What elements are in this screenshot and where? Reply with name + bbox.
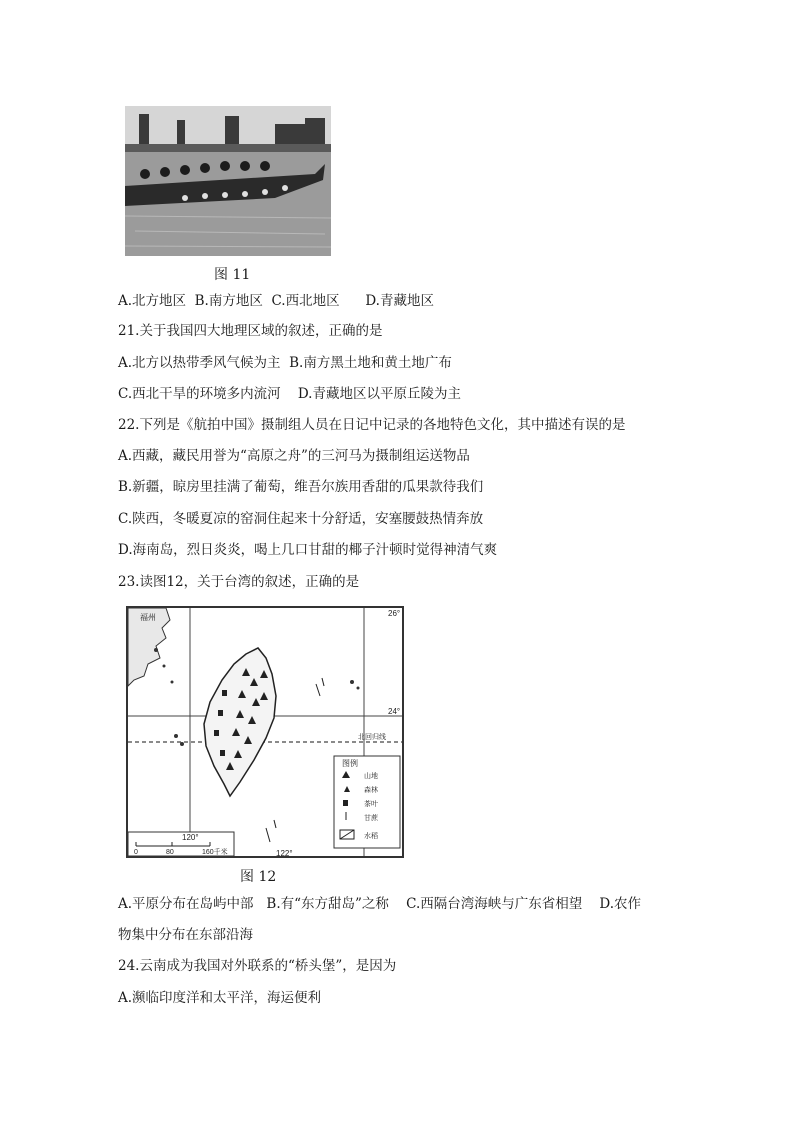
option-d[interactable]: D.农作 [599,896,642,912]
question-21-options-cd [118,385,461,403]
option-c[interactable]: C.西隔台湾海峡与广东省相望 [406,896,583,912]
dragon-boat-photo [125,106,331,256]
lat-label-26: 26° [388,609,401,618]
option-b[interactable]: B.新疆，晾房里挂满了葡萄，维吾尔族用香甜的瓜果款待我们 [118,479,484,495]
figure-11-caption: 图 11 [214,267,251,283]
legend-item-sugarcane: 甘蔗 [364,815,378,822]
question-22-stem: 22.下列是《航拍中国》摄制组人员在日记中记录的各地特色文化，其中描述有误的是 [118,417,626,433]
question-23-options-line2: 物集中分布在东部沿海 [118,927,253,943]
option-a[interactable]: A.北方地区 [118,293,187,309]
tropic-label: 北回归线 [358,734,386,741]
option-c[interactable]: C.西北地区 [271,293,340,309]
option-a[interactable]: A.濒临印度洋和太平洋，海运便利 [118,990,322,1006]
legend-item-rice: 水稻 [364,833,378,840]
question-23-stem: 23.读图12，关于台湾的叙述，正确的是 [118,574,360,590]
option-b[interactable]: B.南方地区 [194,293,263,309]
figure11-options [118,292,434,310]
figure-12-caption: 图 12 [240,869,277,885]
legend-item-forest: 森林 [364,787,378,794]
question-21-options-ab [118,354,452,372]
question-23-options-line1 [118,895,641,913]
scale-0: 0 [134,849,138,856]
option-a[interactable]: A.北方以热带季风气候为主 [118,355,281,371]
legend-title: 图例 [342,759,358,768]
option-c[interactable]: C.西北干旱的环境多内流河 [118,386,281,402]
option-d[interactable]: D.海南岛，烈日炎炎，喝上几口甘甜的椰子汁顿时觉得神清气爽 [118,542,498,558]
lat-label-24: 24° [388,707,401,716]
question-21-stem: 21.关于我国四大地理区域的叙述，正确的是 [118,323,383,339]
option-c[interactable]: C.陕西，冬暖夏凉的窑洞住起来十分舒适，安塞腰鼓热情奔放 [118,511,484,527]
option-d[interactable]: D.青藏地区以平原丘陵为主 [297,386,461,402]
scale-80: 80 [166,849,174,856]
option-a[interactable]: A.西藏，藏民用誉为“高原之舟”的三河马为摄制组运送物品 [118,448,470,464]
option-a[interactable]: A.平原分布在岛屿中部 [118,896,254,912]
scale-160: 160千米 [202,849,228,856]
option-d[interactable]: D.青藏地区 [365,293,434,309]
question-24-stem: 24.云南成为我国对外联系的“桥头堡”，是因为 [118,958,397,974]
legend-item-mountain: 山地 [364,773,378,780]
city-label-fuzhou: 福州 [140,613,156,622]
option-b[interactable]: B.南方黑土地和黄土地广布 [289,355,452,371]
lon-label-120: 120° [182,833,199,842]
legend-item-tea: 茶叶 [364,801,378,808]
lon-label-122: 122° [276,849,293,858]
option-b[interactable]: B.有“东方甜岛”之称 [266,896,389,912]
taiwan-map [126,606,404,858]
